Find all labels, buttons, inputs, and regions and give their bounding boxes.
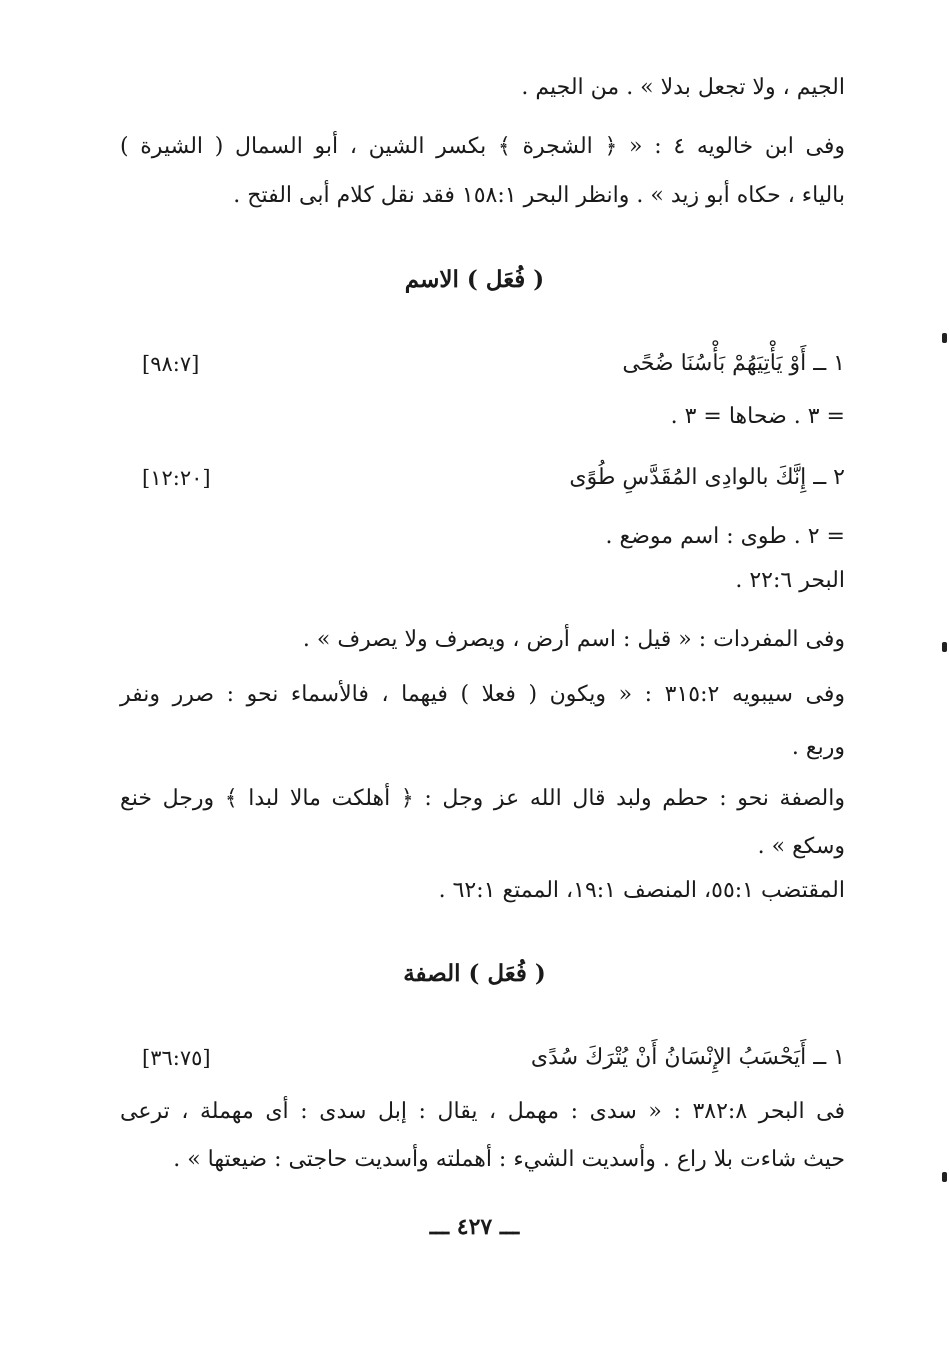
verse-ref-1: [٩٨:٧] <box>142 352 200 376</box>
verse-ref-3: [٣٦:٧٥] <box>142 1046 211 1070</box>
text-line-5: = ٢ . طوى : اسم موضع . <box>605 524 845 549</box>
verse-row-1 <box>120 348 845 380</box>
text-line-1: الجيم ، ولا تجعل بدلا » . من الجيم . <box>521 75 845 100</box>
verse-text-2: ٢ ــ إِنَّكَ بالوادِى المُقَدَّسِ طُوًى <box>569 465 845 490</box>
verse-row-2 <box>120 462 845 494</box>
text-line-2: وفى ابن خالويه ٤ : « ﴿ الشجرة ﴾ بكسر الشين ، أبو السمال ( الشيرة ) <box>120 134 845 159</box>
text-line-7: وفى المفردات : « قيل : اسم أرض ، ويصرف ولا يصرف » . <box>302 627 845 652</box>
section-heading-noun: ( فُعَل ) الاسم <box>404 266 545 293</box>
margin-mark <box>942 1172 947 1182</box>
margin-mark <box>942 333 947 343</box>
page-number: ـــ ٤٢٧ ـــ <box>429 1214 520 1240</box>
verse-row-3 <box>120 1042 845 1074</box>
text-line-6: البحر ٢٢:٦ . <box>735 568 845 593</box>
text-line-10: والصفة نحو : حطم ولبد قال الله عز وجل : ﴿ أهلكت مالا لبدا ﴾ ورجل خنع <box>120 786 845 811</box>
margin-mark <box>942 642 947 652</box>
text-line-12: المقتضب ٥٥:١، المنصف ١٩:١، الممتع ٦٢:١ . <box>438 878 845 903</box>
text-line-11: وسكع » . <box>757 834 845 859</box>
text-line-14: حيث شاءت بلا راع . وأسديت الشيء : أهملته وأسديت حاجتى : ضيعتها » . <box>173 1147 845 1172</box>
text-line-8: وفى سيبويه ٣١٥:٢ : « ويكون ( فعلا ) فيهما ، فالأسماء نحو : صرر ونفر <box>120 682 846 707</box>
text-line-4: = ٣ . ضحاها = ٣ . <box>670 404 845 429</box>
text-line-3: بالياء ، حكاه أبو زيد » . وانظر البحر ١٥٨:١ فقد نقل كلام أبى الفتح . <box>233 183 845 208</box>
section-heading-adjective: ( فُعَل ) الصفة <box>403 960 546 987</box>
verse-text-3: ١ ــ أَيَحْسَبُ الإِنْسَانُ أَنْ يُتْرَكَ سُدًى <box>530 1045 845 1070</box>
text-line-9: وربع . <box>791 735 845 760</box>
verse-ref-2: [١٢:٢٠] <box>142 466 211 490</box>
verse-text-1: ١ ــ أَوْ يَأْتِيَهُمْ بَأْسُنَا ضُحًى <box>622 351 845 376</box>
text-line-13: فى البحر ٣٨٢:٨ : « سدى : مهمل ، يقال : إبل سدى : أى مهملة ، ترعى <box>120 1099 845 1124</box>
